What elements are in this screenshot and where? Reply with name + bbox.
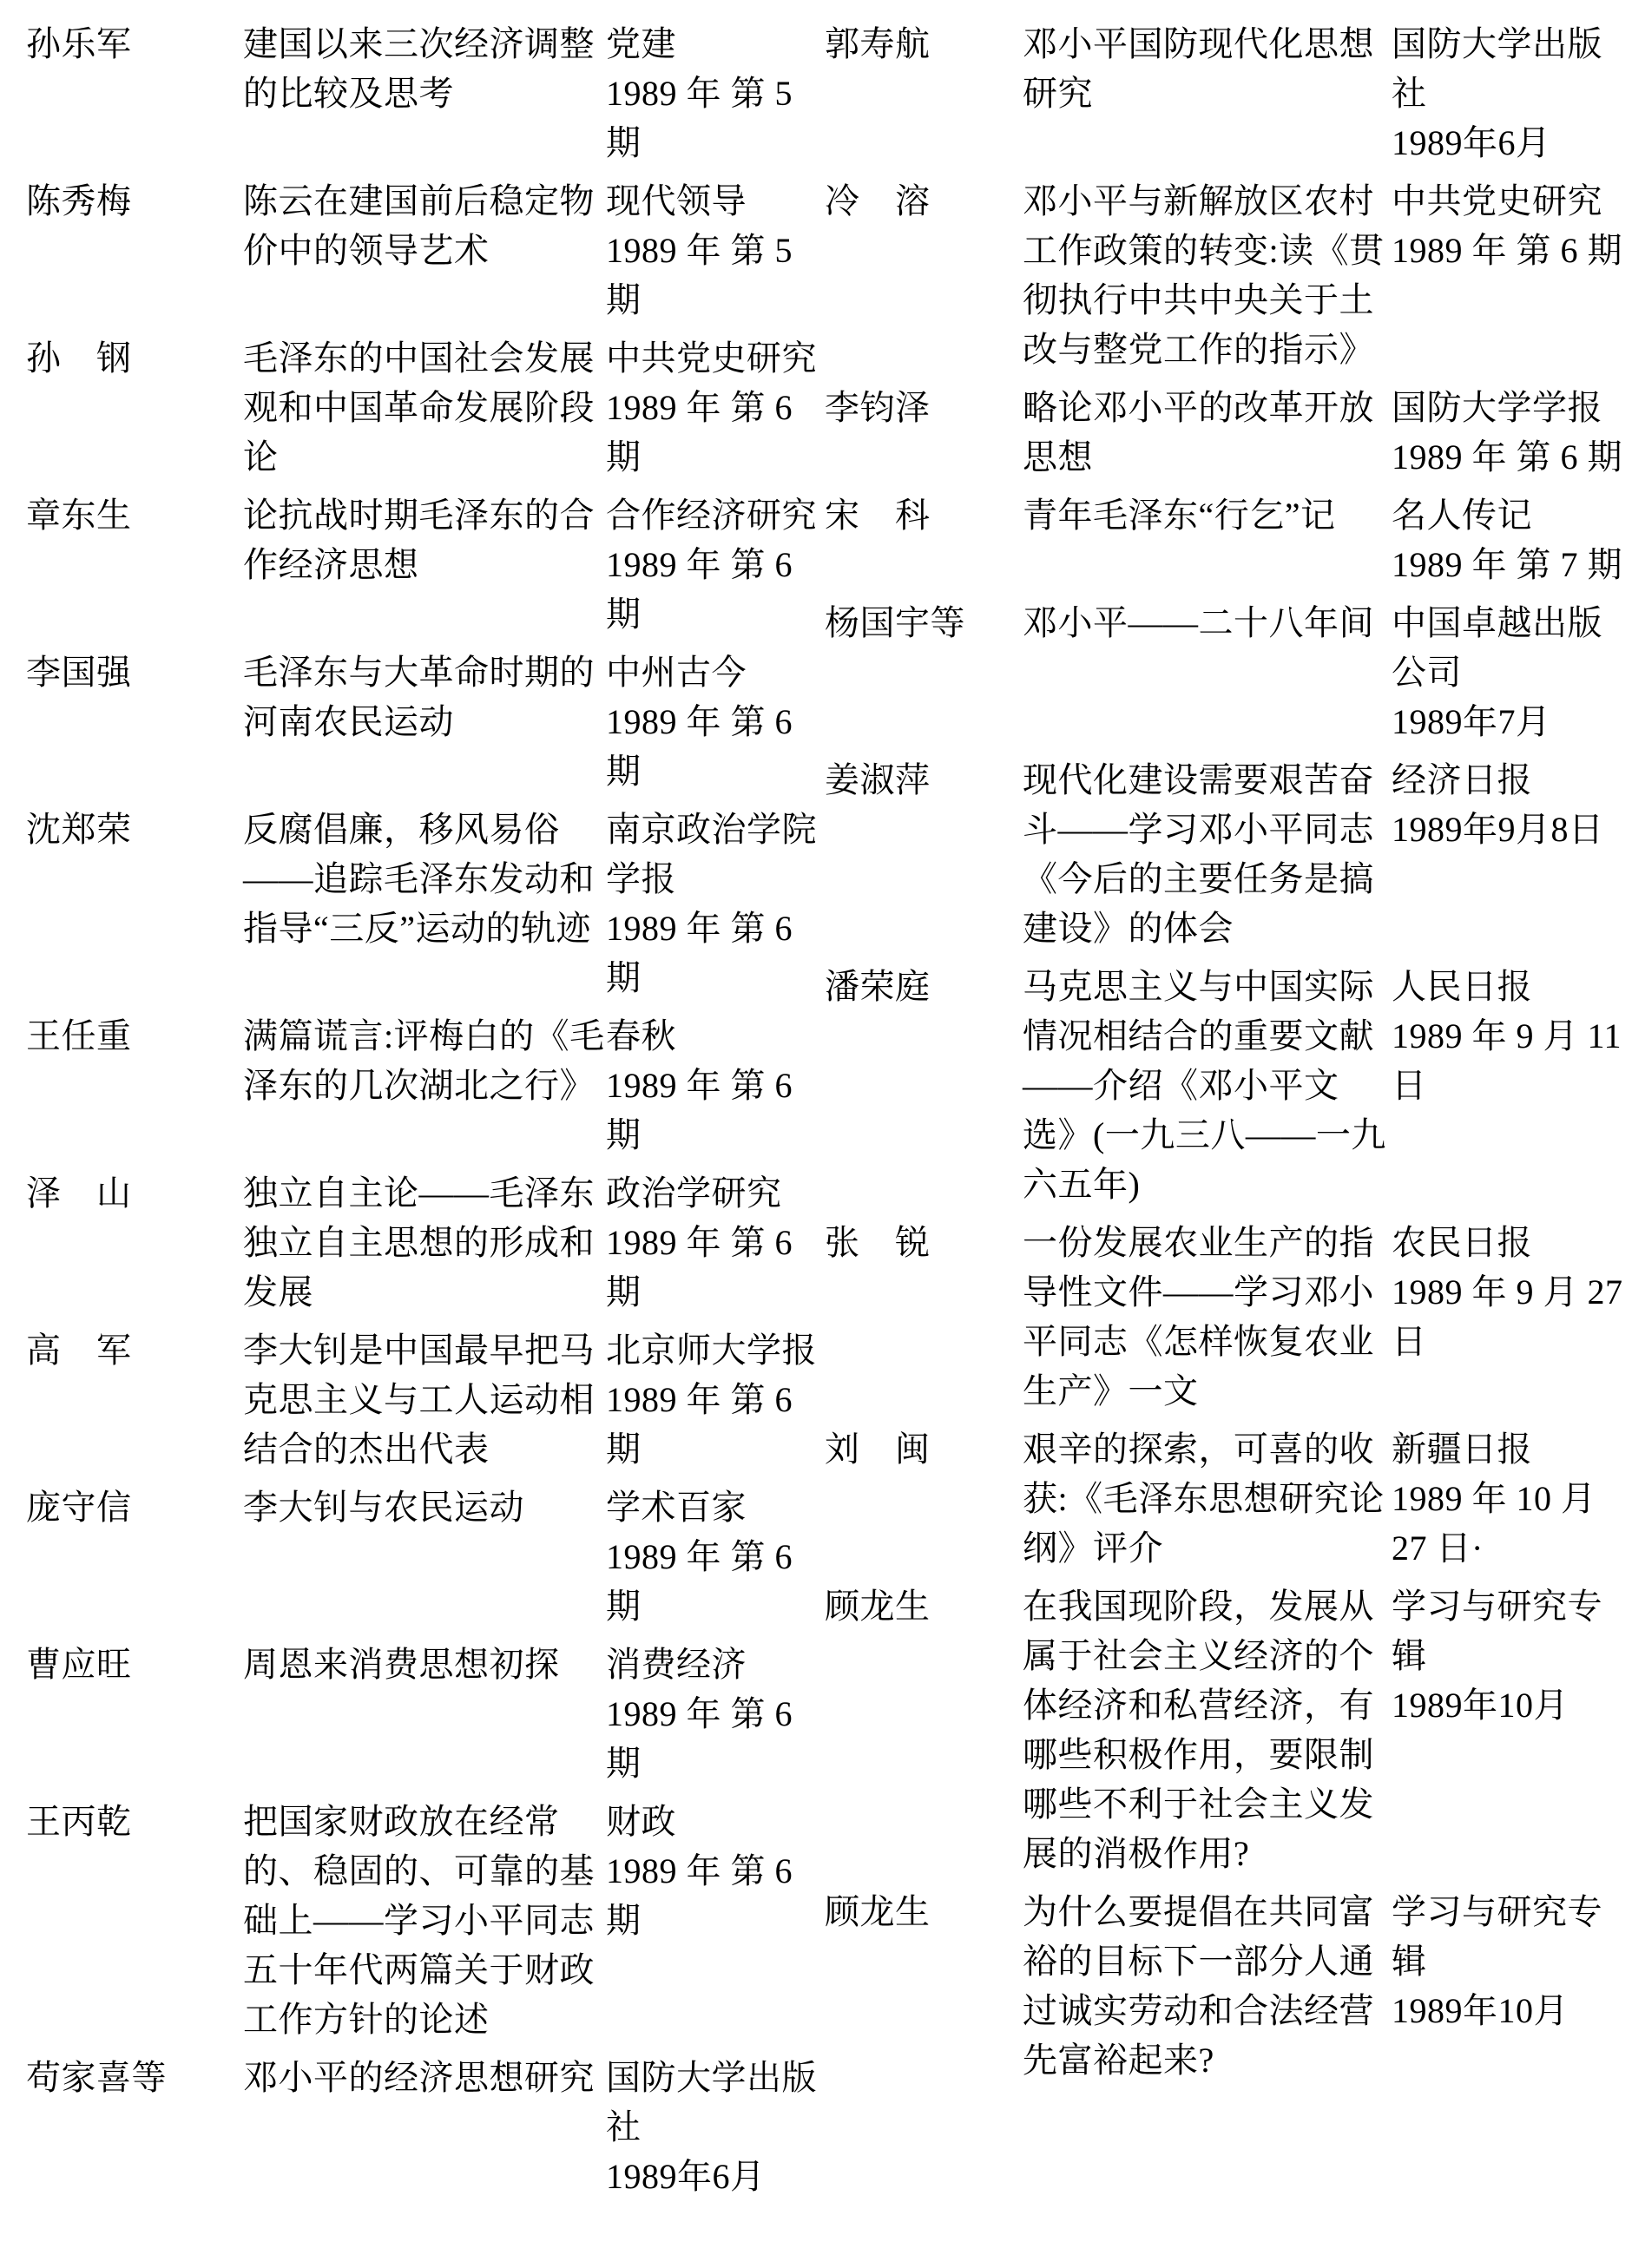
entry-publication-date: 1989 年 9 月 27 日 (1392, 1272, 1623, 1361)
entry-author-name: 宋 科 (825, 496, 931, 535)
entry-publication-name: 新疆日报 (1392, 1430, 1532, 1469)
entry-publication-name: 中州古今 (606, 653, 747, 692)
entry-publication (1392, 176, 1632, 275)
entry-publication (606, 1640, 823, 1788)
entry-publication (1392, 19, 1632, 168)
bibliography-entry (825, 176, 1632, 374)
entry-publication-name: 中共党史研究 (1392, 181, 1602, 220)
entry-article-title: 马克思主义与中国实际情况相结合的重要文献——介绍《邓小平文选》(一九三八——一九六五年) (1023, 967, 1386, 1204)
entry-publication (606, 333, 823, 482)
entry-publication-date: 1989年7月 (1392, 702, 1551, 741)
entry-publication-date: 1989年9月8日 (1392, 810, 1604, 849)
entry-publication-name: 农民日报 (1392, 1223, 1532, 1262)
bibliography-entry (26, 176, 823, 325)
entry-publication-name: 中国卓越出版公司 (1392, 603, 1602, 692)
bibliography-entry (26, 333, 823, 482)
entry-publication-name: 国防大学出版社 (606, 2058, 817, 2146)
entry-publication-date: 1989 年 第 5 期 (606, 74, 793, 162)
entry-publication-name: 合作经济研究 (606, 496, 817, 535)
entry-article-title: 在我国现阶段，发展从属于社会主义经济的个体经济和私营经济，有哪些积极作用，要限制哪些不利于社会主义发展的消极作用? (1023, 1587, 1374, 1873)
entry-author-name: 苟家喜等 (26, 2058, 167, 2097)
entry-article-title: 论抗战时期毛泽东的合作经济思想 (243, 496, 595, 584)
entry-publication-name: 名人传记 (1392, 496, 1532, 535)
bibliography-entry (26, 2053, 823, 2201)
entry-publication-date: 1989年10月 (1392, 1991, 1569, 2030)
entry-publication-name: 国防大学学报 (1392, 388, 1602, 427)
bibliography-right-column (825, 19, 1632, 2094)
entry-author-name: 沈郑荣 (26, 810, 132, 849)
bibliography-entry (26, 1011, 823, 1160)
entry-publication-name: 春秋 (606, 1016, 676, 1055)
entry-article-title: 毛泽东与大革命时期的河南农民运动 (243, 653, 595, 741)
entry-publication-date: 1989年6月 (1392, 123, 1551, 162)
entry-publication-date: 1989 年 第 6 期 (606, 909, 793, 997)
entry-article-title: 李大钊与农民运动 (243, 1488, 524, 1527)
bibliography-entry (825, 962, 1632, 1209)
entry-article-title: 毛泽东的中国社会发展观和中国革命发展阶段论 (243, 339, 595, 477)
entry-article-title: 邓小平国防现代化思想研究 (1023, 24, 1374, 113)
entry-article-title: 邓小平——二十八年间 (1023, 603, 1374, 642)
entry-article-title: 青年毛泽东“行乞”记 (1023, 496, 1336, 535)
entry-author-name: 孙 钢 (26, 339, 132, 378)
bibliography-entry (26, 1640, 823, 1788)
bibliography-left-column (26, 19, 823, 2210)
entry-article-title: 略论邓小平的改革开放思想 (1023, 388, 1374, 477)
bibliography-entry (26, 1482, 823, 1631)
entry-publication-name: 政治学研究 (606, 1173, 782, 1213)
entry-article-title: 满篇谎言:评梅白的《毛泽东的几次湖北之行》 (243, 1016, 605, 1105)
entry-publication-name: 党建 (606, 24, 676, 63)
entry-author-name: 王丙乾 (26, 1802, 132, 1841)
entry-author-name: 杨国宇等 (825, 603, 965, 642)
bibliography-entry (26, 1797, 823, 2044)
entry-publication-date: 1989 年 第 6 期 (606, 1380, 793, 1469)
entry-author-name: 李国强 (26, 653, 132, 692)
entry-article-title: 李大钊是中国最早把马克思主义与工人运动相结合的杰出代表 (243, 1331, 595, 1469)
entry-publication-name: 国防大学出版社 (1392, 24, 1602, 113)
entry-publication-name: 中共党史研究 (606, 339, 817, 378)
entry-publication (606, 1482, 823, 1631)
bibliography-entry (825, 19, 1632, 168)
entry-article-title: 一份发展农业生产的指导性文件——学习邓小平同志《怎样恢复农业生产》一文 (1023, 1223, 1374, 1410)
entry-author-name: 泽 山 (26, 1173, 132, 1213)
entry-publication (1392, 755, 1632, 854)
entry-publication-date: 1989 年 9 月 11 日 (1392, 1016, 1622, 1105)
entry-publication (1392, 1424, 1632, 1573)
entry-author-name: 李钧泽 (825, 388, 931, 427)
entry-publication-date: 1989 年 第 6 期 (1392, 231, 1622, 270)
entry-publication (606, 2053, 823, 2201)
entry-publication-name: 消费经济 (606, 1645, 747, 1684)
bibliography-entry (26, 490, 823, 639)
entry-article-title: 独立自主论——毛泽东独立自主思想的形成和发展 (243, 1173, 595, 1311)
entry-publication-date: 1989 年 第 6 期 (606, 1851, 793, 1940)
entry-publication (606, 1797, 823, 1945)
bibliography-entry (26, 1325, 823, 1474)
entry-publication-date: 1989 年 第 6 期 (1392, 437, 1622, 477)
entry-publication-date: 1989 年 10 月 27 日· (1392, 1479, 1596, 1568)
entry-author-name: 章东生 (26, 496, 132, 535)
entry-publication (606, 176, 823, 325)
entry-author-name: 陈秀梅 (26, 181, 132, 220)
bibliography-entry (825, 383, 1632, 482)
entry-article-title: 反腐倡廉，移风易俗——追踪毛泽东发动和指导“三反”运动的轨迹 (243, 810, 595, 948)
entry-article-title: 为什么要提倡在共同富裕的目标下一部分人通过诚实劳动和合法经营先富裕起来? (1023, 1892, 1374, 2080)
entry-publication (1392, 1887, 1632, 2035)
entry-author-name: 高 军 (26, 1331, 132, 1370)
bibliography-entry (825, 1887, 1632, 2085)
bibliography-entry (26, 1168, 823, 1317)
entry-author-name: 刘 闽 (825, 1430, 931, 1469)
entry-publication-date: 1989 年 第 6 期 (606, 1537, 793, 1626)
bibliography-entry (825, 1581, 1632, 1878)
entry-publication (1392, 1218, 1632, 1366)
bibliography-entry (26, 648, 823, 796)
entry-publication (1392, 962, 1632, 1110)
entry-author-name: 庞守信 (26, 1488, 132, 1527)
entry-publication-name: 南京政治学院学报 (606, 810, 817, 898)
entry-publication (1392, 598, 1632, 746)
entry-author-name: 张 锐 (825, 1223, 931, 1262)
bibliography-entry (825, 1424, 1632, 1573)
entry-publication-name: 学习与研究专辑 (1392, 1587, 1602, 1675)
entry-publication-name: 财政 (606, 1802, 676, 1841)
entry-publication-date: 1989 年 第 5 期 (606, 231, 793, 319)
entry-publication (1392, 490, 1632, 589)
entry-publication-name: 学习与研究专辑 (1392, 1892, 1602, 1981)
entry-publication-date: 1989 年 第 6 期 (606, 388, 793, 477)
entry-publication-date: 1989 年 第 6 期 (606, 702, 793, 791)
entry-publication (606, 648, 823, 796)
entry-article-title: 周恩来消费思想初探 (243, 1645, 560, 1684)
entry-publication (606, 19, 823, 168)
entry-publication-date: 1989 年 第 6 期 (606, 1694, 793, 1783)
entry-publication-date: 1989 年 第 6 期 (606, 545, 793, 634)
entry-publication (606, 490, 823, 639)
bibliography-entry (825, 1218, 1632, 1416)
entry-publication-name: 经济日报 (1392, 760, 1532, 799)
entry-author-name: 姜淑萍 (825, 760, 931, 799)
entry-publication (606, 1011, 823, 1160)
entry-publication-date: 1989 年 第 6 期 (606, 1066, 793, 1154)
entry-publication (1392, 1581, 1632, 1730)
entry-publication (606, 805, 823, 1003)
entry-author-name: 孙乐军 (26, 24, 132, 63)
bibliography-entry (26, 805, 823, 1003)
entry-author-name: 潘荣庭 (825, 967, 931, 1006)
entry-publication-date: 1989 年 第 7 期 (1392, 545, 1622, 584)
entry-publication-name: 北京师大学报 (606, 1331, 817, 1370)
entry-publication-date: 1989年10月 (1392, 1686, 1569, 1725)
entry-publication-name: 学术百家 (606, 1488, 747, 1527)
bibliography-entry (825, 490, 1632, 589)
entry-publication-name: 现代领导 (606, 181, 747, 220)
entry-article-title: 邓小平与新解放区农村工作政策的转变:读《贯彻执行中共中央关于土改与整党工作的指示》 (1023, 181, 1385, 369)
entry-author-name: 王任重 (26, 1016, 132, 1055)
entry-article-title: 把国家财政放在经常的、稳固的、可靠的基础上——学习小平同志五十年代两篇关于财政工作方针的论述 (243, 1802, 595, 2039)
entry-author-name: 郭寿航 (825, 24, 931, 63)
entry-article-title: 陈云在建国前后稳定物价中的领导艺术 (243, 181, 595, 270)
entry-article-title: 现代化建设需要艰苦奋斗——学习邓小平同志《今后的主要任务是搞建设》的体会 (1023, 760, 1374, 948)
entry-article-title: 建国以来三次经济调整的比较及思考 (243, 24, 595, 113)
bibliography-entry (825, 598, 1632, 746)
bibliography-entry (26, 19, 823, 168)
entry-publication-name: 人民日报 (1392, 967, 1532, 1006)
entry-publication (606, 1325, 823, 1474)
entry-publication-date: 1989年6月 (606, 2157, 766, 2196)
entry-author-name: 顾龙生 (825, 1892, 931, 1931)
bibliography-entry (825, 755, 1632, 953)
entry-author-name: 顾龙生 (825, 1587, 931, 1626)
entry-article-title: 艰辛的探索，可喜的收获:《毛泽东思想研究论纲》评介 (1023, 1430, 1385, 1568)
entry-publication (606, 1168, 823, 1317)
entry-author-name: 曹应旺 (26, 1645, 132, 1684)
entry-publication (1392, 383, 1632, 482)
entry-article-title: 邓小平的经济思想研究 (243, 2058, 595, 2097)
entry-author-name: 冷 溶 (825, 181, 931, 220)
entry-publication-date: 1989 年 第 6 期 (606, 1223, 793, 1311)
